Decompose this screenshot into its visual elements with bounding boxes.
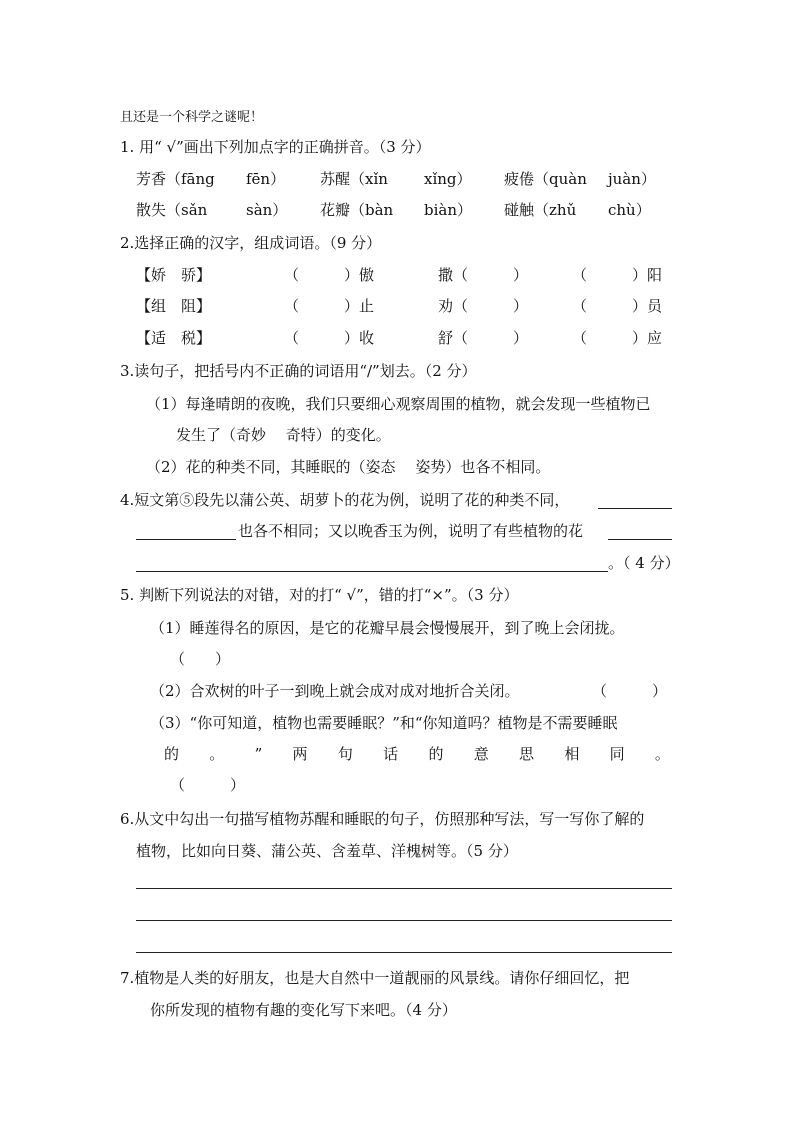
q2-blank-item[interactable]: （ ）止 — [284, 297, 375, 315]
q1-item-alt: sàn） — [246, 201, 288, 219]
q4-score: 。（ 4 分） — [608, 554, 680, 572]
q5-char: 同 — [609, 745, 625, 763]
q3-sentence-1: （1）每逢晴朗的夜晚，我们只要细心观察周围的植物，就会发现一些植物已 — [146, 395, 651, 413]
q5-char: 。 — [209, 745, 225, 763]
q1-item: 苏醒（xǐn — [320, 170, 388, 188]
q1-item-alt: biàn） — [424, 201, 473, 219]
q2-blank-item[interactable]: （ ）傲 — [284, 266, 375, 284]
q5-answer-paren-3[interactable]: （ ） — [170, 776, 246, 794]
q4-answer-blank-3[interactable] — [608, 539, 672, 540]
q7-line-1: 7.植物是人类的好朋友，也是大自然中一道靓丽的风景线。请你仔细回忆，把 — [120, 969, 630, 987]
q4-line-2: 也各不相同；又以晚香玉为例，说明了有些植物的花 — [238, 522, 584, 540]
q5-char: 的 — [428, 745, 444, 763]
intro-text: 且还是一个科学之谜呢！ — [120, 110, 264, 125]
q1-item: 疲倦（quàn — [504, 170, 587, 188]
q6-writing-line[interactable] — [136, 920, 672, 921]
q2-blank-item[interactable]: 劝（ ） — [438, 297, 529, 315]
q2-blank-item[interactable]: 舒（ ） — [438, 329, 529, 347]
q5-char: 话 — [383, 745, 399, 763]
q2-blank-item[interactable]: （ ）员 — [572, 297, 663, 315]
q1-item-alt: chù） — [608, 201, 651, 219]
q1-item: 花瓣（bàn — [320, 201, 394, 219]
q1-item-alt: fēn） — [246, 170, 286, 188]
q4-line-1: 4.短文第⑤段先以蒲公英、胡萝卜的花为例，说明了花的种类不同， — [120, 491, 570, 509]
q6-writing-line[interactable] — [136, 888, 672, 889]
q5-char: 的 — [164, 745, 180, 763]
q5-char: 。 — [654, 745, 670, 763]
q5-char: ” — [254, 745, 263, 763]
q1-item: 芳香（fāng — [136, 170, 215, 188]
q2-group-label: 【组 阻】 — [136, 297, 212, 315]
q5-answer-paren-1[interactable]: （ ） — [170, 650, 231, 668]
q3-sentence-1-cont: 发生了（奇妙 奇特）的变化。 — [176, 426, 391, 444]
q6-line-1: 6.从文中勾出一句描写植物苏醒和睡眠的句子，仿照那种写法，写一写你了解的 — [120, 810, 645, 828]
q6-writing-line[interactable] — [136, 952, 672, 953]
q2-group-label: 【娇 骄】 — [136, 266, 212, 284]
q3-title: 3.读句子，把括号内不正确的词语用“/”划去。（2 分） — [120, 362, 477, 380]
q2-blank-item[interactable]: （ ）收 — [284, 329, 375, 347]
q4-answer-blank-4[interactable] — [136, 571, 608, 572]
q4-answer-blank-1[interactable] — [598, 508, 672, 509]
q1-title: 1. 用“ √”画出下列加点字的正确拼音。（3 分） — [120, 138, 431, 156]
q5-answer-paren-2[interactable]: （ ） — [592, 682, 668, 700]
q1-item: 散失（sǎn — [136, 201, 208, 219]
q2-blank-item[interactable]: （ ）应 — [572, 329, 663, 347]
q5-statement-1: （1）睡莲得名的原因，是它的花瓣早晨会慢慢展开，到了晚上会闭拢。 — [150, 619, 625, 637]
q4-answer-blank-2[interactable] — [136, 539, 236, 540]
q7-line-2: 你所发现的植物有趣的变化写下来吧。（4 分） — [150, 1001, 457, 1019]
q1-item-alt: xǐng） — [424, 170, 472, 188]
q1-item: 碰触（zhǔ — [504, 201, 577, 219]
q6-line-2: 植物，比如向日葵、蒲公英、含羞草、洋槐树等。（5 分） — [136, 842, 518, 860]
q2-blank-item[interactable]: （ ）阳 — [572, 266, 663, 284]
q2-group-label: 【适 税】 — [136, 329, 212, 347]
q2-blank-item[interactable]: 撒（ ） — [438, 266, 529, 284]
q5-statement-2: （2）合欢树的叶子一到晚上就会成对成对地折合关闭。 — [150, 682, 520, 700]
q5-title: 5. 判断下列说法的对错，对的打“ √”，错的打“×”。（3 分） — [120, 586, 519, 604]
q1-item-alt: juàn） — [608, 170, 656, 188]
q5-char: 句 — [337, 745, 353, 763]
q5-statement-3: （3）“你可知道，植物也需要睡眠？”和“你知道吗？植物是不需要睡眠 — [150, 714, 618, 732]
q2-title: 2.选择正确的汉字，组成词语。（9 分） — [120, 234, 382, 252]
q5-char: 两 — [292, 745, 308, 763]
q3-sentence-2: （2）花的种类不同，其睡眠的（姿态 姿势）也各不相同。 — [146, 458, 551, 476]
q5-char: 思 — [519, 745, 535, 763]
q5-char: 相 — [564, 745, 580, 763]
q5-char: 意 — [473, 745, 489, 763]
q5-statement-3-cont — [164, 744, 670, 764]
